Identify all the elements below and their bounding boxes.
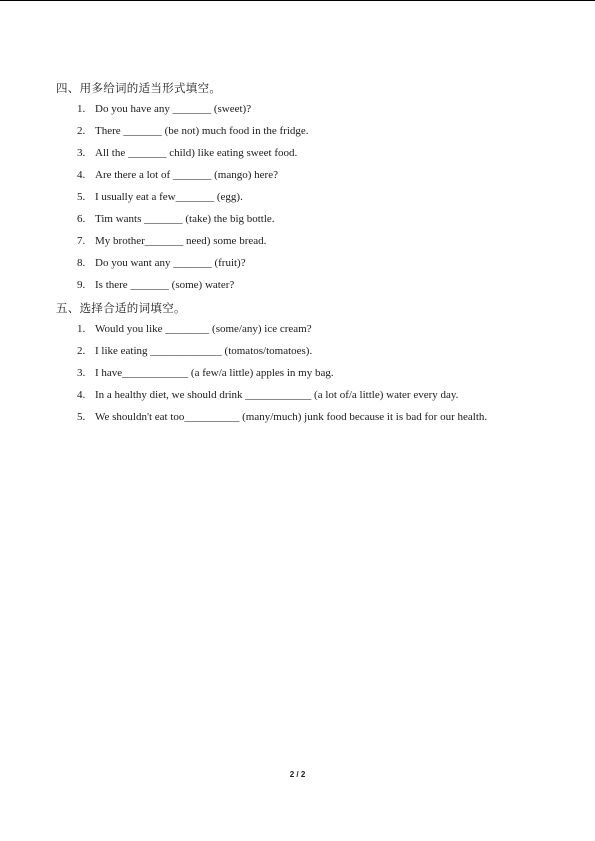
item-number: 2. — [77, 345, 86, 357]
item-text: Do you want any _______ (fruit)? — [95, 257, 246, 269]
item-number: 5. — [77, 411, 86, 423]
section-four-item-9 — [77, 279, 234, 291]
top-rule — [0, 0, 595, 1]
section-five-item-1 — [77, 323, 312, 335]
item-text: I have____________ (a few/a little) apples in my bag. — [95, 367, 334, 379]
item-number: 1. — [77, 103, 86, 115]
item-number: 4. — [77, 169, 86, 181]
item-text: All the _______ child) like eating sweet food. — [95, 147, 298, 159]
section-four-item-4 — [77, 169, 278, 181]
section-five-item-4 — [77, 389, 458, 401]
item-number: 8. — [77, 257, 86, 269]
item-number: 7. — [77, 235, 86, 247]
section-four-item-7 — [77, 235, 266, 247]
item-text: Tim wants _______ (take) the big bottle. — [95, 213, 275, 225]
item-text: I usually eat a few_______ (egg). — [95, 191, 243, 203]
item-number: 2. — [77, 125, 86, 137]
item-number: 6. — [77, 213, 86, 225]
item-number: 1. — [77, 323, 86, 335]
section-four-item-8 — [77, 257, 246, 269]
section-five-item-2 — [77, 345, 312, 357]
item-text: I like eating _____________ (tomatos/tomatoes). — [95, 345, 313, 357]
item-text: Is there _______ (some) water? — [95, 279, 235, 291]
item-text: Do you have any _______ (sweet)? — [95, 103, 252, 115]
item-text: There _______ (be not) much food in the fridge. — [95, 125, 309, 137]
section-four-item-1 — [77, 103, 251, 115]
item-number: 4. — [77, 389, 86, 401]
item-number: 5. — [77, 191, 86, 203]
section-four-item-2 — [77, 125, 309, 137]
section-five-item-5 — [77, 411, 487, 423]
item-text: My brother_______ need) some bread. — [95, 235, 267, 247]
item-text: Are there a lot of _______ (mango) here? — [95, 169, 278, 181]
item-number: 3. — [77, 367, 86, 379]
item-text: Would you like ________ (some/any) ice cream? — [95, 323, 312, 335]
section-four-item-3 — [77, 147, 297, 159]
section-five-item-3 — [77, 367, 334, 379]
section-four-title: 四、用多给词的适当形式填空。 — [56, 81, 222, 95]
page-number: 2 / 2 — [289, 770, 306, 779]
item-number: 9. — [77, 279, 86, 291]
section-five-title: 五、选择合适的词填空。 — [56, 301, 186, 315]
section-four-item-6 — [77, 213, 275, 225]
section-four-item-5 — [77, 191, 243, 203]
item-text: In a healthy diet, we should drink ____________ (a lot of/a little) water every day. — [95, 389, 459, 401]
item-number: 3. — [77, 147, 86, 159]
item-text: We shouldn't eat too__________ (many/much) junk food because it is bad for our health. — [95, 411, 488, 423]
